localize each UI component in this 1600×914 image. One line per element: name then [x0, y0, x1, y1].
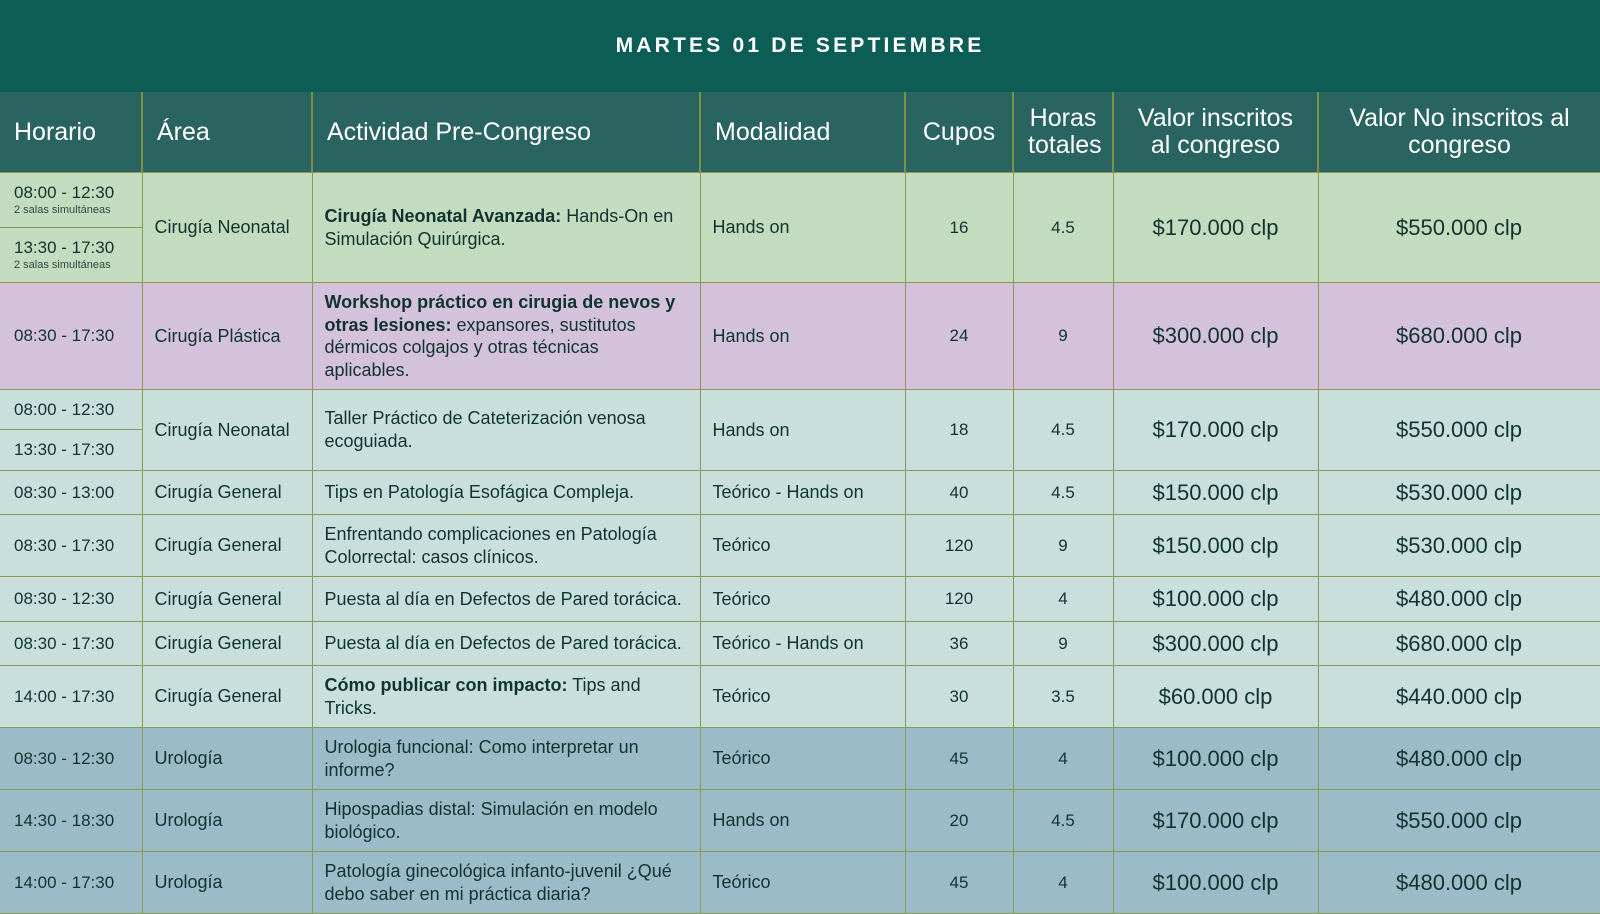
cell-valor-inscritos: $300.000 clp	[1113, 621, 1318, 666]
cell-valor-inscritos: $170.000 clp	[1113, 790, 1318, 852]
cell-valor-no-inscritos: $440.000 clp	[1318, 666, 1600, 728]
cell-modalidad: Teórico - Hands on	[700, 621, 905, 666]
cell-valor-no-inscritos: $550.000 clp	[1318, 390, 1600, 471]
cell-valor-inscritos: $150.000 clp	[1113, 470, 1318, 515]
cell-valor-inscritos: $170.000 clp	[1113, 390, 1318, 471]
table-row	[0, 666, 1600, 728]
cell-area: Cirugía General	[142, 621, 312, 666]
horario-slot: 08:00 - 12:30	[0, 390, 142, 430]
cell-modalidad: Hands on	[700, 790, 905, 852]
column-header-modalidad: Modalidad	[700, 92, 905, 173]
actividad-detail: Hands-On en Simulación Quirúrgica.	[324, 206, 674, 249]
cell-horas-totales: 4.5	[1013, 173, 1113, 283]
table-row	[0, 390, 1600, 471]
day-banner	[0, 0, 1600, 92]
cell-valor-no-inscritos: $530.000 clp	[1318, 515, 1600, 577]
table-row	[0, 283, 1600, 390]
actividad-title: Workshop práctico en cirugia de nevos y otras lesiones:	[324, 292, 676, 335]
cell-horas-totales: 9	[1013, 621, 1113, 666]
cell-valor-inscritos: $100.000 clp	[1113, 728, 1318, 790]
cell-cupos: 120	[905, 577, 1013, 622]
cell-cupos: 30	[905, 666, 1013, 728]
cell-actividad: Puesta al día en Defectos de Pared torácica.	[312, 621, 700, 666]
cell-horas-totales: 3.5	[1013, 666, 1113, 728]
cell-modalidad: Teórico - Hands on	[700, 470, 905, 515]
precongress-schedule-table	[0, 92, 1600, 914]
cell-cupos: 45	[905, 728, 1013, 790]
cell-valor-no-inscritos: $480.000 clp	[1318, 577, 1600, 622]
cell-horario: 08:30 - 12:30	[0, 577, 142, 622]
cell-horas-totales: 4	[1013, 728, 1113, 790]
table-row	[0, 621, 1600, 666]
cell-valor-inscritos: $100.000 clp	[1113, 852, 1318, 914]
cell-horario: 08:30 - 17:30	[0, 515, 142, 577]
cell-modalidad: Teórico	[700, 515, 905, 577]
cell-actividad	[312, 283, 700, 390]
cell-area: Urología	[142, 852, 312, 914]
cell-area: Urología	[142, 728, 312, 790]
cell-cupos: 20	[905, 790, 1013, 852]
cell-cupos: 45	[905, 852, 1013, 914]
cell-area: Cirugía Neonatal	[142, 390, 312, 471]
cell-actividad	[312, 173, 700, 283]
cell-area: Cirugía General	[142, 577, 312, 622]
table-row	[0, 470, 1600, 515]
cell-modalidad: Hands on	[700, 173, 905, 283]
cell-horas-totales: 9	[1013, 515, 1113, 577]
cell-area: Cirugía General	[142, 666, 312, 728]
cell-modalidad: Hands on	[700, 283, 905, 390]
cell-cupos: 36	[905, 621, 1013, 666]
cell-modalidad: Teórico	[700, 666, 905, 728]
cell-area: Urología	[142, 790, 312, 852]
actividad-detail: expansores, sustitutos dérmicos colgajos y otras técnicas aplicables.	[324, 314, 636, 380]
horario-slot: 13:30 - 17:30	[14, 440, 115, 460]
cell-horario: 08:30 - 17:30	[0, 283, 142, 390]
column-header-actividad: Actividad Pre-Congreso	[312, 92, 700, 173]
cell-valor-inscritos: $60.000 clp	[1113, 666, 1318, 728]
cell-horas-totales: 4.5	[1013, 790, 1113, 852]
cell-cupos: 18	[905, 390, 1013, 471]
horario-slot: 08:00 - 12:30 2 salas simultáneas	[0, 173, 142, 228]
horario-slot-note: 2 salas simultáneas	[14, 259, 111, 272]
cell-cupos: 40	[905, 470, 1013, 515]
cell-horario: 14:00 - 17:30	[0, 666, 142, 728]
column-header-cupos: Cupos	[905, 92, 1013, 173]
table-body	[0, 173, 1600, 914]
cell-horario: 08:30 - 13:00	[0, 470, 142, 515]
cell-horas-totales: 4	[1013, 852, 1113, 914]
cell-cupos: 24	[905, 283, 1013, 390]
column-header-area: Área	[142, 92, 312, 173]
cell-modalidad: Teórico	[700, 577, 905, 622]
table-row	[0, 515, 1600, 577]
cell-area: Cirugía General	[142, 470, 312, 515]
table-row	[0, 173, 1600, 283]
column-header-horario: Horario	[0, 92, 142, 173]
table-row	[0, 852, 1600, 914]
cell-horas-totales: 4.5	[1013, 470, 1113, 515]
cell-area: Cirugía Neonatal	[142, 173, 312, 283]
actividad-title: Cirugía Neonatal Avanzada:	[324, 206, 562, 226]
cell-horas-totales: 9	[1013, 283, 1113, 390]
cell-valor-no-inscritos: $680.000 clp	[1318, 621, 1600, 666]
table-header-row	[0, 92, 1600, 173]
horario-slot: 13:30 - 17:30 2 salas simultáneas	[0, 228, 142, 282]
cell-valor-no-inscritos: $550.000 clp	[1318, 173, 1600, 283]
cell-valor-no-inscritos: $480.000 clp	[1318, 852, 1600, 914]
cell-horario: 14:00 - 17:30	[0, 852, 142, 914]
cell-area: Cirugía Plástica	[142, 283, 312, 390]
table-row	[0, 577, 1600, 622]
cell-valor-no-inscritos: $680.000 clp	[1318, 283, 1600, 390]
cell-horario: 08:30 - 12:30	[0, 728, 142, 790]
actividad-detail: Tips and Tricks.	[324, 675, 641, 718]
cell-horario	[0, 390, 142, 471]
cell-horario	[0, 173, 142, 283]
cell-modalidad: Teórico	[700, 728, 905, 790]
cell-actividad: Urologia funcional: Como interpretar un informe?	[312, 728, 700, 790]
column-header-valor-no-inscritos: Valor No inscritos al congreso	[1318, 92, 1600, 173]
cell-actividad: Tips en Patología Esofágica Compleja.	[312, 470, 700, 515]
cell-valor-inscritos: $100.000 clp	[1113, 577, 1318, 622]
table-row	[0, 728, 1600, 790]
cell-actividad: Puesta al día en Defectos de Pared torácica.	[312, 577, 700, 622]
day-banner-title: MARTES 01 DE SEPTIEMBRE	[615, 34, 985, 57]
horario-slot-note: 2 salas simultáneas	[14, 204, 111, 217]
cell-actividad: Patología ginecológica infanto-juvenil ¿Qué debo saber en mi práctica diaria?	[312, 852, 700, 914]
column-header-valor-inscritos: Valor inscritos al congreso	[1113, 92, 1318, 173]
cell-valor-inscritos: $150.000 clp	[1113, 515, 1318, 577]
cell-modalidad: Hands on	[700, 390, 905, 471]
cell-valor-no-inscritos: $530.000 clp	[1318, 470, 1600, 515]
cell-cupos: 120	[905, 515, 1013, 577]
cell-horario: 14:30 - 18:30	[0, 790, 142, 852]
cell-valor-no-inscritos: $550.000 clp	[1318, 790, 1600, 852]
actividad-title: Cómo publicar con impacto:	[324, 675, 568, 695]
cell-actividad: Taller Práctico de Cateterización venosa ecoguiada.	[312, 390, 700, 471]
cell-horas-totales: 4.5	[1013, 390, 1113, 471]
cell-valor-no-inscritos: $480.000 clp	[1318, 728, 1600, 790]
cell-cupos: 16	[905, 173, 1013, 283]
cell-actividad: Enfrentando complicaciones en Patología Colorrectal: casos clínicos.	[312, 515, 700, 577]
cell-valor-inscritos: $170.000 clp	[1113, 173, 1318, 283]
cell-horario: 08:30 - 17:30	[0, 621, 142, 666]
cell-horas-totales: 4	[1013, 577, 1113, 622]
table-row	[0, 790, 1600, 852]
cell-actividad: Hipospadias distal: Simulación en modelo biológico.	[312, 790, 700, 852]
cell-valor-inscritos: $300.000 clp	[1113, 283, 1318, 390]
cell-modalidad: Teórico	[700, 852, 905, 914]
cell-actividad	[312, 666, 700, 728]
cell-area: Cirugía General	[142, 515, 312, 577]
column-header-horas-totales: Horas totales	[1013, 92, 1113, 173]
